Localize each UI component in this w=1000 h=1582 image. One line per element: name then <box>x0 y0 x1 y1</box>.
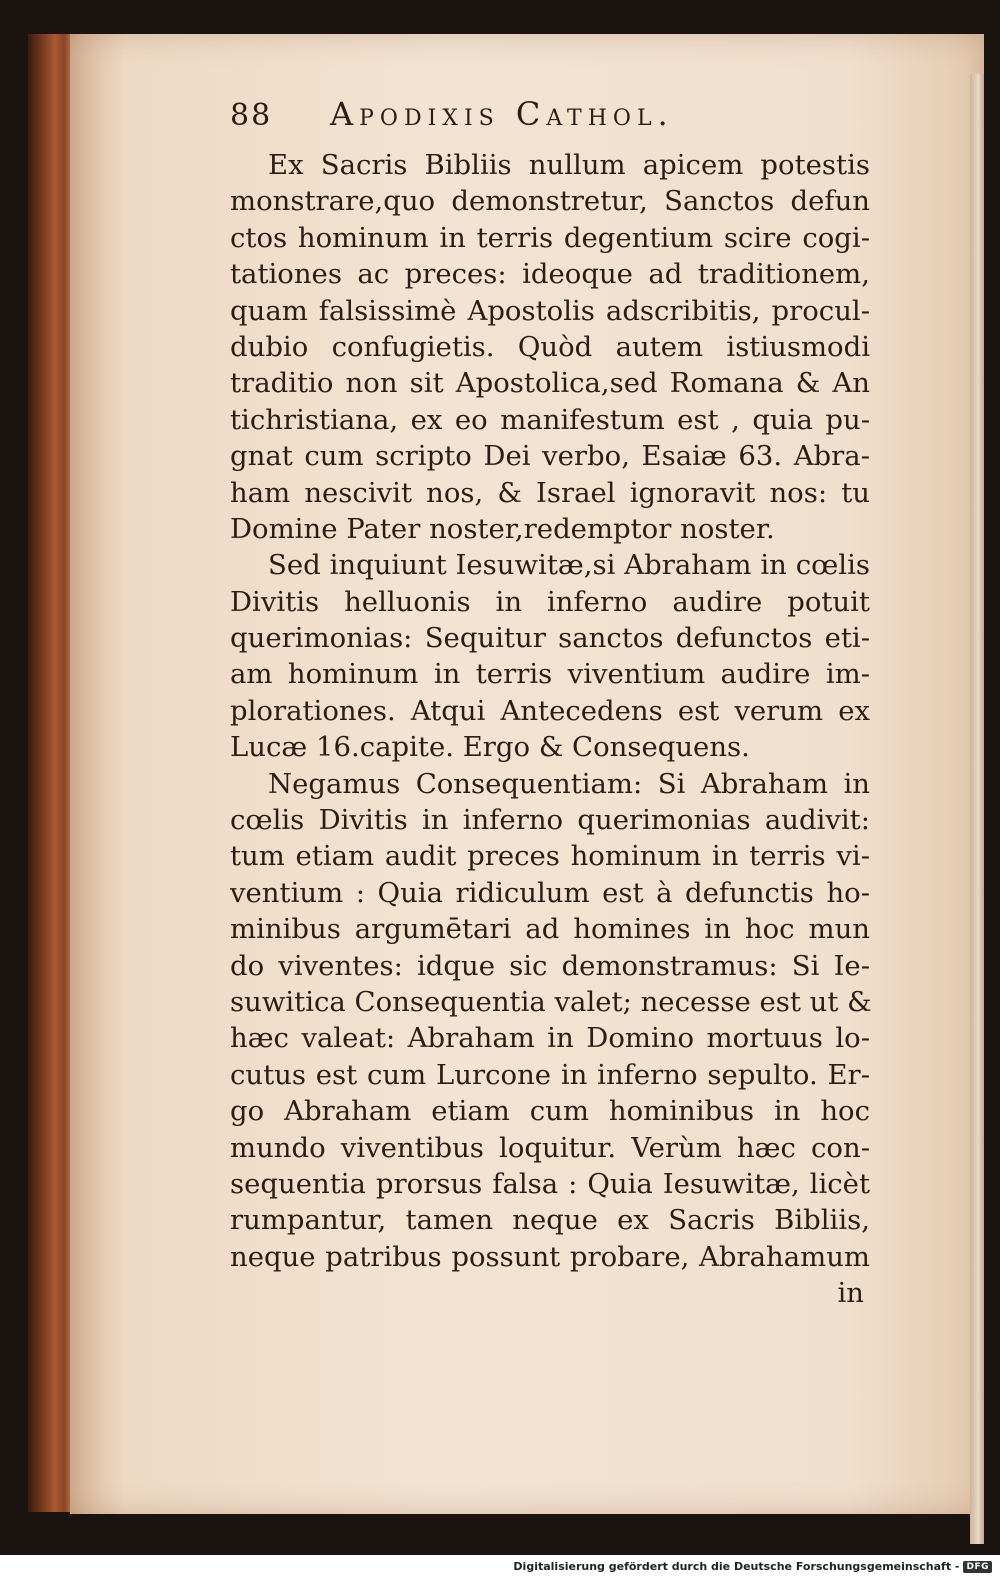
text-line: sequentia prorsus falsa : Quia Iesuwitæ, licèt <box>230 1167 870 1200</box>
text-line: gnat cum scripto Dei verbo, Esaiæ 63. Abra- <box>230 440 870 473</box>
text-line: ventium : Quia ridiculum est à defunctis ho- <box>230 876 870 909</box>
text-line: dubio confugietis. Quòd autem istiusmodi <box>230 330 870 363</box>
text-line: am hominum in terris viventium audire im- <box>230 658 870 691</box>
credit-text: Digitalisierung gefördert durch die Deutsche Forschungsgemeinschaft - <box>513 1560 960 1573</box>
text-line: plorationes. Atqui Antecedens est verum ex <box>230 694 870 727</box>
text-line: ctos hominum in terris degentium scire cogi- <box>230 221 870 254</box>
dfg-logo: DFG <box>963 1561 992 1573</box>
text-line: tum etiam audit preces hominum in terris vi- <box>230 840 870 873</box>
paragraph-2 <box>230 547 870 765</box>
text-line: cœlis Divitis in inferno querimonias audivit: <box>230 804 870 837</box>
page-gutter <box>970 74 984 1544</box>
text-line: Lucæ 16.capite. Ergo & Consequens. <box>230 731 750 764</box>
text-line: tationes ac preces: ideoque ad traditionem, <box>230 258 870 291</box>
paragraph-1 <box>230 147 870 547</box>
text-line: Ex Sacris Bibliis nullum apicem potestis <box>268 149 870 181</box>
text-line: ham nescivit nos, & Israel ignoravit nos: tu <box>230 476 870 509</box>
text-line: go Abraham etiam cum hominibus in hoc <box>230 1095 870 1128</box>
digitization-credit <box>513 1560 992 1573</box>
text-line: Domine Pater noster,redemptor noster. <box>230 512 775 545</box>
text-line: querimonias: Sequitur sanctos defunctos eti- <box>230 622 870 655</box>
text-block <box>230 95 870 1311</box>
catchword: in <box>837 1277 864 1310</box>
text-line: Sed inquiunt Iesuwitæ,si Abraham in cœlis <box>268 549 870 582</box>
text-line: mundo viventibus loquitur. Verùm hæc con- <box>230 1131 870 1164</box>
text-line: monstrare,quo demonstretur, Sanctos defun <box>230 185 870 218</box>
running-title: Apodixis Cathol. <box>330 95 674 133</box>
text-line: tichristiana, ex eo manifestum est , quia pu- <box>230 403 870 436</box>
text-line: neque patribus possunt probare, Abrahamum <box>230 1240 870 1273</box>
text-line: rumpantur, tamen neque ex Sacris Bibliis, <box>230 1204 870 1237</box>
text-line: quam falsissimè Apostolis adscribitis, procul- <box>230 294 870 327</box>
text-line: hæc valeat: Abraham in Domino mortuus lo- <box>230 1022 870 1055</box>
page-header <box>230 95 870 147</box>
folio-number: 88 <box>230 98 273 133</box>
text-line: traditio non sit Apostolica,sed Romana & An <box>230 367 870 400</box>
text-line: cutus est cum Lurcone in inferno sepulto. Er- <box>230 1058 870 1091</box>
text-line: minibus argumētari ad homines in hoc mun <box>230 913 870 946</box>
paragraph-3 <box>230 766 870 1275</box>
text-line: Divitis helluonis in inferno audire potuit <box>230 585 870 618</box>
text-line: do viventes: idque sic demonstramus: Si Ie- <box>230 949 870 982</box>
text-line: suwitica Consequentia valet; necesse est ut & <box>230 985 872 1018</box>
text-line: Negamus Consequentiam: Si Abraham in <box>268 767 870 800</box>
